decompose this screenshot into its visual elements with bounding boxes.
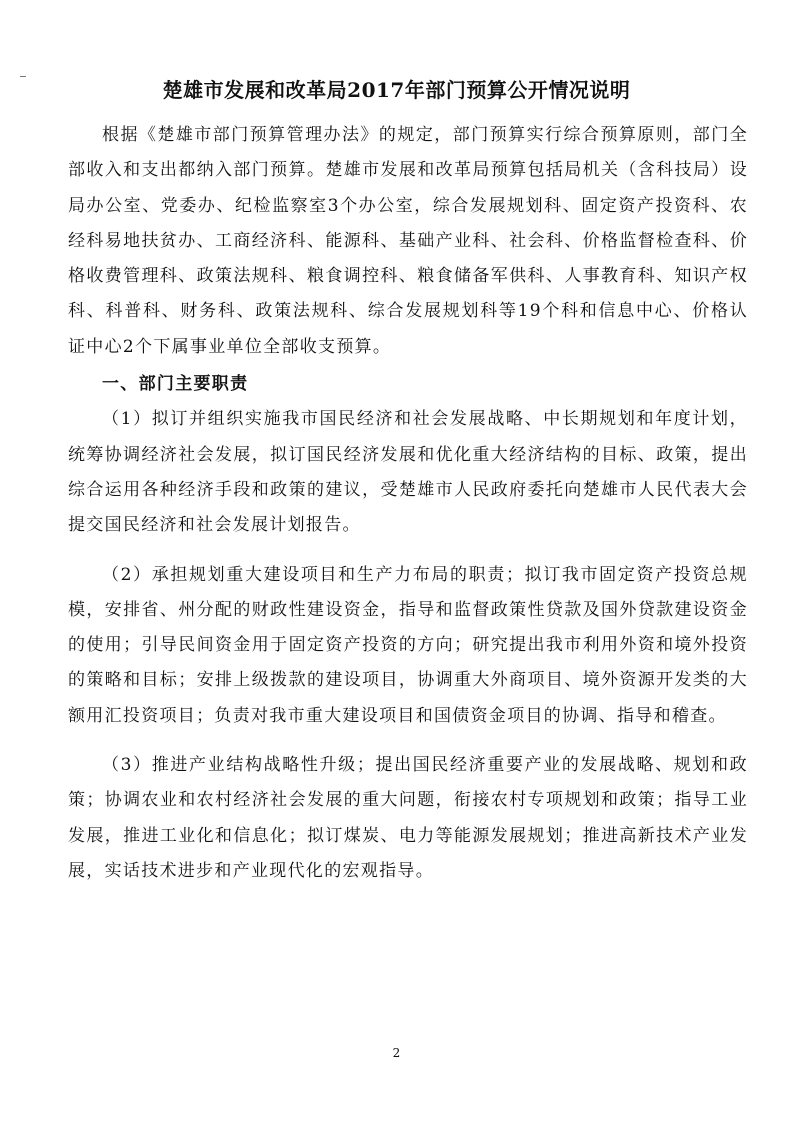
duty-item-1: （1）拟订并组织实施我市国民经济和社会发展战略、中长期规划和年度计划，统筹协调经济社会发展，拟订国民经济发展和优化重大经济结构的目标、政策，提出综合运用各种经济手段和政策的建议，受楚雄市人民政府委托向楚雄市人民代表大会提交国民经济和社会发展计划报告。 [68,409,748,536]
document-body [68,118,748,889]
page-number: 2 [392,1046,401,1060]
duty-item-2: （2）承担规划重大建设项目和生产力布局的职责；拟订我市固定资产投资总规模，安排省、州分配的财政性建设资金，指导和监督政策性贷款及国外贷款建设资金的使用；引导民间资金用于固定资产投资的方向；研究提出我市利用外资和境外投资的策略和目标；安排上级拨款的建设项目，协调重大外商项目、境外资源开发类的大额用汇投资项目；负责对我市重大建设项目和国债资金项目的协调、指导和稽查。 [68,564,748,726]
intro-paragraph: 根据《楚雄市部门预算管理办法》的规定，部门预算实行综合预算原则，部门全部收入和支出都纳入部门预算。楚雄市发展和改革局预算包括局机关（含科技局）设局办公室、党委办、纪检监察室3个办公室，综合发展规划科、固定资产投资科、农经科易地扶贫办、工商经济科、能源科、基础产业科、社会科、价格监督检查科、价格收费管理科、政策法规科、粮食调控科、粮食储备军供科、人事教育科、知识产权科、科普科、财务科、政策法规科、综合发展规划科等19个科和信息中心、价格认证中心2个下属事业单位全部收支预算。 [68,125,748,357]
section-heading: 一、部门主要职责 [102,374,249,395]
duty-item-3: （3）推进产业结构战略性升级；提出国民经济重要产业的发展战略、规划和政策；协调农业和农村经济社会发展的重大问题，衔接农村专项规划和政策；指导工业发展，推进工业化和信息化；拟订煤炭、电力等能源发展规划；推进高新技术产业发展，实话技术进步和产业现代化的宏观指导。 [68,755,748,881]
document-title: 楚雄市发展和改革局2017年部门预算公开情况说明 [162,78,631,102]
